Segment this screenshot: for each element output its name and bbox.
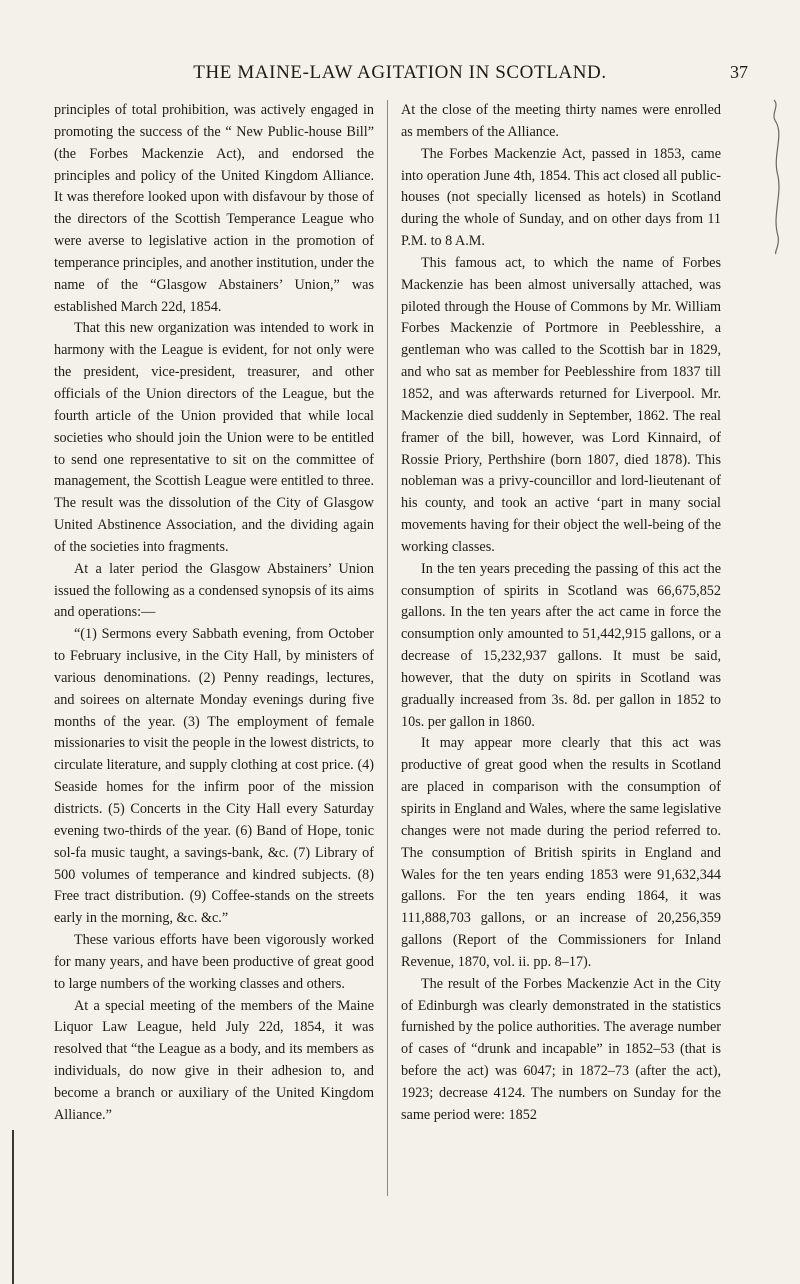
left-column [54, 100, 374, 1127]
right-margin-bracket [766, 96, 790, 256]
page-header [0, 62, 800, 92]
running-title: THE MAINE-LAW AGITATION IN SCOTLAND. [193, 62, 607, 83]
paragraph: principles of total prohibition, was actively engaged in promoting the success of the “ New Public-house Bill” (the Forbes Mackenzie Act), and endorsed the principles and policy of the United Kingdom Alliance. It was therefore looked upon with disfavour by those of the directors of the Scottish Temperance League who were averse to legislative action in the promotion of temperance principles, and another institution, under the name of the “Glasgow Abstainers’ Union,” was established March 22d, 1854. [54, 102, 374, 315]
paragraph: These various efforts have been vigorously worked for many years, and have been productive of great good to large numbers of the working classes and others. [54, 932, 374, 992]
paragraph: At a later period the Glasgow Abstainers’ Union issued the following as a condensed synopsis of its aims and operations:— [54, 560, 374, 621]
left-margin-binding-line [12, 1130, 14, 1284]
column-divider [387, 100, 388, 1196]
paragraph: That this new organization was intended to work in harmony with the League is evident, for not only were the president, vice-president, treasurer, and other officials of the Union directors of the League, but the fourth article of the Union provided that while local societies who should join the Union were to be entitled to send one representative to sit on the committee of management, the Scottish League were entitled to three. The result was the dissolution of the City of Glasgow United Abstinence Association, and the dividing again of the societies into fragments. [54, 320, 374, 555]
paragraph: It may appear more clearly that this act was productive of great good when the results in Scotland are placed in comparison with the consumption of spirits in England and Wales, where the same legislative changes were not made during the period referred to. The consumption of British spirits in England and Wales for the ten years ending 1853 were 91,632,344 gallons. For the ten years ending 1864, it was 111,888,703 gallons, or an increase of 20,256,359 gallons (Report of the Commissioners for Inland Revenue, 1870, vol. ii. pp. 8–17). [401, 735, 721, 970]
paragraph: This famous act, to which the name of Forbes Mackenzie has been almost universally attached, was piloted through the House of Commons by Mr. William Forbes Mackenzie of Portmore in Peeblesshire, a gentleman who was called to the Scottish bar in 1829, and who sat as member for Peeblesshire from 1837 till 1852, and was afterwards returned for Liverpool. Mr. Mackenzie died suddenly in September, 1862. The real framer of the bill, however, was Lord Kinnaird, of Rossie Priory, Perthshire (born 1807, died 1878). This nobleman was a privy-councillor and lord-lieutenant of his county, and took an active ‘part in many social movements having for their object the well-being of the working classes. [401, 254, 721, 555]
page-number: 37 [730, 62, 748, 82]
paragraph: The result of the Forbes Mackenzie Act in the City of Edinburgh was clearly demonstrated in the statistics furnished by the police authorities. The average number of cases of “drunk and incapable” in 1852–53 (that is before the act) was 6047; in 1872–73 (after the act), 1923; decrease 4124. The numbers on Sunday for the same period were: 1852 [401, 975, 721, 1123]
paragraph: At the close of the meeting thirty names were enrolled as members of the Alliance. [401, 102, 721, 140]
paragraph: “(1) Sermons every Sabbath evening, from October to February inclusive, in the City Hall, by ministers of various denominations. (2) Penny readings, lectures, and soirees on alternate Monday evenings during five months of the year. (3) The employment of female missionaries to visit the people in the lowest districts, to circulate literature, and supply clothing at cost price. (4) Seaside homes for the infirm poor of the mission districts. (5) Concerts in the City Hall every Saturday evening two-thirds of the year. (6) Band of Hope, tonic sol-fa music taught, a savings-bank, &c. (7) Library of 500 volumes of temperance and kindred subjects. (8) Free tract distribution. (9) Coffee-stands on the streets early in the morning, &c. &c.” [54, 626, 374, 927]
right-column [401, 100, 721, 1127]
paragraph: The Forbes Mackenzie Act, passed in 1853, came into operation June 4th, 1854. This act closed all public-houses (not specially licensed as hotels) in Scotland during the whole of Sunday, and on other days from 11 P.M. to 8 A.M. [401, 145, 721, 250]
paragraph: At a special meeting of the members of the Maine Liquor Law League, held July 22d, 1854, it was resolved that “the League as a body, and its members as individuals, do now give in their adhesion to, and become a branch or auxiliary of the United Kingdom Alliance.” [54, 997, 374, 1123]
paragraph: In the ten years preceding the passing of this act the consumption of spirits in Scotland was 66,675,852 gallons. In the ten years after the act came in force the consumption only amounted to 51,442,915 gallons, or a decrease of 15,232,937 gallons. It must be said, however, that the duty on spirits in Scotland was gradually increased from 3s. 8d. per gallon in 1852 to 10s. per gallon in 1860. [401, 560, 721, 730]
